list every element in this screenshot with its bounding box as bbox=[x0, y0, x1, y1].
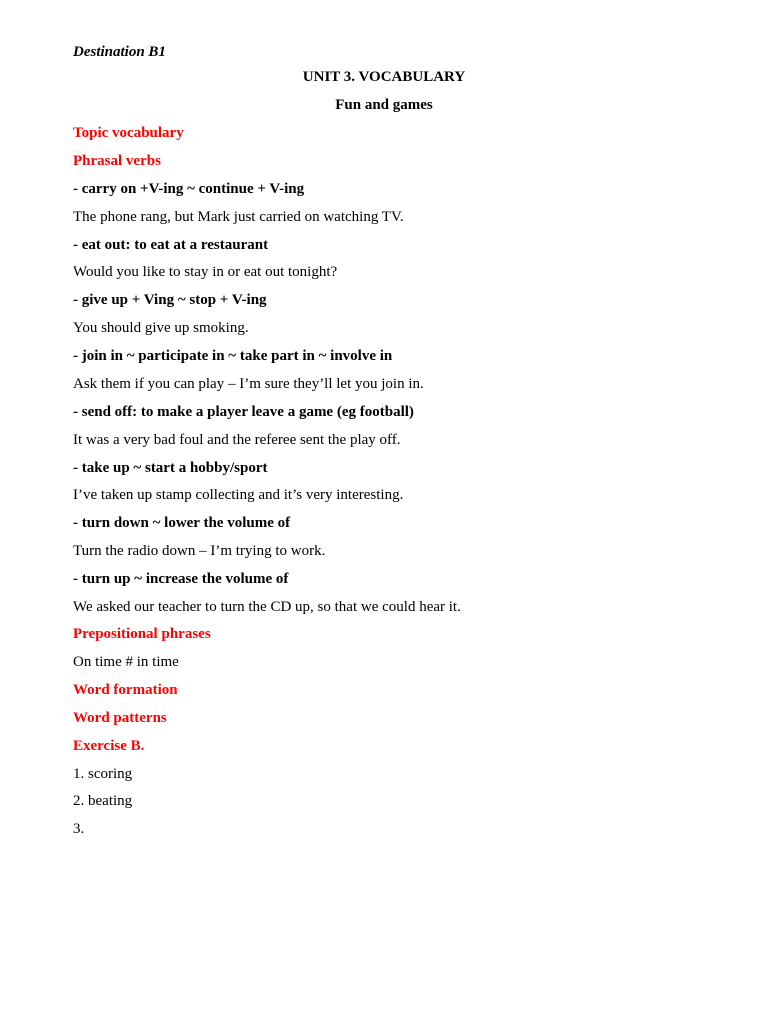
phrasal-verb-example: The phone rang, but Mark just carried on watching TV. bbox=[73, 209, 404, 225]
phrasal-verb-term: - give up + Ving ~ stop + V-ing bbox=[73, 292, 267, 308]
section-exercise-b: Exercise B. bbox=[73, 738, 145, 754]
phrasal-verb-term: - eat out: to eat at a restaurant bbox=[73, 237, 269, 253]
section-word-patterns: Word patterns bbox=[73, 710, 167, 726]
phrasal-verb-example: Turn the radio down – I’m trying to work. bbox=[73, 543, 326, 559]
unit-title: UNIT 3. VOCABULARY bbox=[302, 69, 466, 85]
phrasal-verb-example: Ask them if you can play – I’m sure they’ll let you join in. bbox=[73, 376, 424, 392]
phrasal-verb-term: - turn up ~ increase the volume of bbox=[73, 571, 289, 587]
section-phrasal-verbs: Phrasal verbs bbox=[73, 153, 161, 169]
phrasal-verb-term: - carry on +V-ing ~ continue + V-ing bbox=[73, 181, 305, 197]
phrasal-verb-example: Would you like to stay in or eat out tonight? bbox=[73, 264, 338, 280]
phrasal-verb-term: - send off: to make a player leave a game (eg football) bbox=[73, 404, 414, 420]
exercise-answer: 3. bbox=[73, 821, 85, 837]
exercise-answer: 2. beating bbox=[73, 793, 133, 809]
subtitle: Fun and games bbox=[335, 97, 433, 113]
phrasal-verb-example: You should give up smoking. bbox=[73, 320, 249, 336]
phrasal-verb-term: - turn down ~ lower the volume of bbox=[73, 515, 291, 531]
section-word-formation: Word formation bbox=[73, 682, 178, 698]
section-topic-vocabulary: Topic vocabulary bbox=[73, 125, 184, 141]
section-prepositional-phrases: Prepositional phrases bbox=[73, 626, 211, 642]
phrasal-verb-example: I’ve taken up stamp collecting and it’s very interesting. bbox=[73, 487, 404, 503]
phrasal-verb-example: It was a very bad foul and the referee sent the play off. bbox=[73, 432, 401, 448]
phrasal-verb-term: - join in ~ participate in ~ take part in ~ involve in bbox=[73, 348, 393, 364]
book-title: Destination B1 bbox=[73, 44, 166, 60]
exercise-answer: 1. scoring bbox=[73, 766, 133, 782]
phrasal-verb-example: We asked our teacher to turn the CD up, so that we could hear it. bbox=[73, 599, 461, 615]
prepositional-phrase-item: On time # in time bbox=[73, 654, 179, 670]
phrasal-verb-term: - take up ~ start a hobby/sport bbox=[73, 460, 268, 476]
